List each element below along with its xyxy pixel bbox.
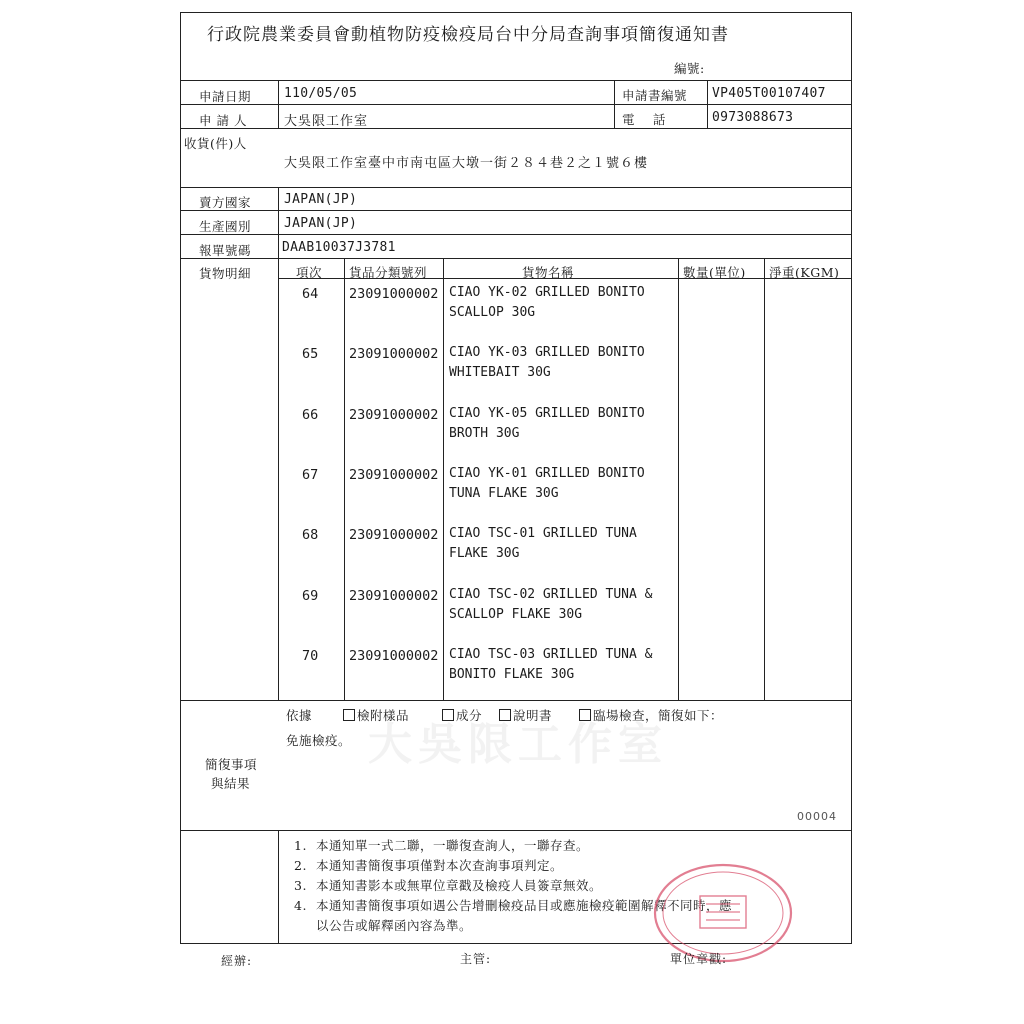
seller-country-label: 賣方國家	[199, 195, 252, 210]
row-product-code: 23091000002	[349, 346, 439, 362]
declaration-no: DAAB10037J3781	[282, 240, 396, 255]
column-header-quantity: 數量(單位)	[683, 265, 746, 280]
application-no-label: 申請書編號	[622, 88, 688, 103]
page-code: 00004	[797, 810, 837, 823]
reply-result: 免施檢疫。	[286, 733, 352, 748]
reply-section-label: 簡復事項	[205, 757, 258, 772]
rule	[180, 700, 852, 701]
note-item-continued: 以公告或解釋函內容為準。	[316, 918, 473, 933]
applicant: 大吳限工作室	[284, 114, 369, 129]
row-item-number: 67	[302, 467, 319, 483]
rule	[180, 258, 852, 259]
serial-label: 編號:	[674, 61, 705, 76]
consignee-label: 收貨(件)人	[184, 136, 247, 151]
row-product-name: CIAO YK-03 GRILLED BONITO WHITEBAIT 30G	[449, 345, 645, 380]
rule	[180, 210, 852, 211]
application-date-label: 申請日期	[199, 89, 252, 104]
application-no: VP405T00107407	[712, 86, 826, 101]
rule	[180, 830, 852, 831]
note-item: 2. 本通知書簡復事項僅對本次查詢事項判定。	[294, 858, 564, 873]
row-item-number: 70	[302, 648, 319, 664]
rule	[614, 80, 615, 128]
row-product-code: 23091000002	[349, 527, 439, 543]
row-item-number: 68	[302, 527, 319, 543]
row-product-name: CIAO YK-01 GRILLED BONITO TUNA FLAKE 30G	[449, 466, 645, 501]
basis-label: 依據	[286, 708, 313, 723]
rule	[764, 258, 765, 700]
basis-suffix: ，簡復如下：	[644, 708, 723, 723]
row-product-code: 23091000002	[349, 648, 439, 664]
sample-option-label: 檢附樣品	[356, 708, 409, 723]
rule	[180, 234, 852, 235]
watermark: 大吳限工作室	[368, 719, 668, 770]
row-product-name: CIAO YK-05 GRILLED BONITO BROTH 30G	[449, 406, 645, 441]
row-product-name: CIAO YK-02 GRILLED BONITO SCALLOP 30G	[449, 285, 645, 320]
column-header-weight: 淨重(KGM)	[769, 265, 840, 280]
note-item: 4. 本通知書簡復事項如遇公告增刪檢疫品目或應施檢疫範圍解釋不同時，應	[294, 898, 733, 913]
rule	[707, 80, 708, 128]
rule	[678, 258, 679, 700]
reply-section-label: 與結果	[211, 776, 251, 791]
seller-country: JAPAN(JP)	[284, 192, 358, 207]
origin-country: JAPAN(JP)	[284, 216, 358, 231]
column-header-code: 貨品分類號列	[349, 265, 428, 280]
consignee: 大吳限工作室臺中市南屯區大墩一街２８４巷２之１號６樓	[284, 156, 649, 171]
note-item: 1. 本通知單一式二聯，一聯復查詢人，一聯存查。	[294, 838, 590, 853]
rule	[344, 258, 345, 700]
goods-section-label: 貨物明細	[199, 266, 252, 281]
column-header-item: 項次	[296, 265, 323, 280]
row-item-number: 66	[302, 407, 319, 423]
row-item-number: 64	[302, 286, 319, 302]
manual-option-label: 說明書	[512, 708, 552, 723]
application-date: 110/05/05	[284, 86, 358, 101]
rule	[180, 104, 852, 105]
rule	[180, 128, 852, 129]
handler-label: 經辦:	[221, 954, 253, 968]
row-item-number: 69	[302, 588, 319, 604]
rule	[278, 830, 279, 944]
column-header-name: 貨物名稱	[522, 265, 575, 280]
declaration-no-label: 報單號碼	[199, 243, 252, 258]
row-product-code: 23091000002	[349, 467, 439, 483]
form-title: 行政院農業委員會動植物防疫檢疫局台中分局查詢事項簡復通知書	[207, 25, 729, 45]
phone: 0973088673	[712, 110, 794, 125]
row-item-number: 65	[302, 346, 319, 362]
rule	[180, 80, 852, 81]
phone-label: 電 話	[622, 112, 666, 127]
unit-stamp-label: 單位章戳:	[670, 952, 728, 966]
sample-checkbox[interactable]	[343, 709, 355, 721]
row-product-name: CIAO TSC-01 GRILLED TUNA FLAKE 30G	[449, 526, 637, 561]
rule	[278, 80, 279, 128]
supervisor-label: 主管:	[460, 952, 492, 966]
row-product-name: CIAO TSC-02 GRILLED TUNA & SCALLOP FLAKE 30G	[449, 587, 653, 622]
site-inspection-option-label: 臨場檢查	[592, 708, 645, 723]
applicant-label: 申 請 人	[199, 113, 247, 128]
row-product-name: CIAO TSC-03 GRILLED TUNA & BONITO FLAKE 30G	[449, 647, 653, 682]
row-product-code: 23091000002	[349, 286, 439, 302]
ingredient-option-label: 成分	[455, 708, 482, 723]
rule	[278, 187, 279, 700]
origin-country-label: 生產國別	[199, 219, 252, 234]
row-product-code: 23091000002	[349, 407, 439, 423]
rule	[443, 258, 444, 700]
row-product-code: 23091000002	[349, 588, 439, 604]
note-item: 3. 本通知書影本或無單位章戳及檢疫人員簽章無效。	[294, 878, 603, 893]
rule	[180, 187, 852, 188]
